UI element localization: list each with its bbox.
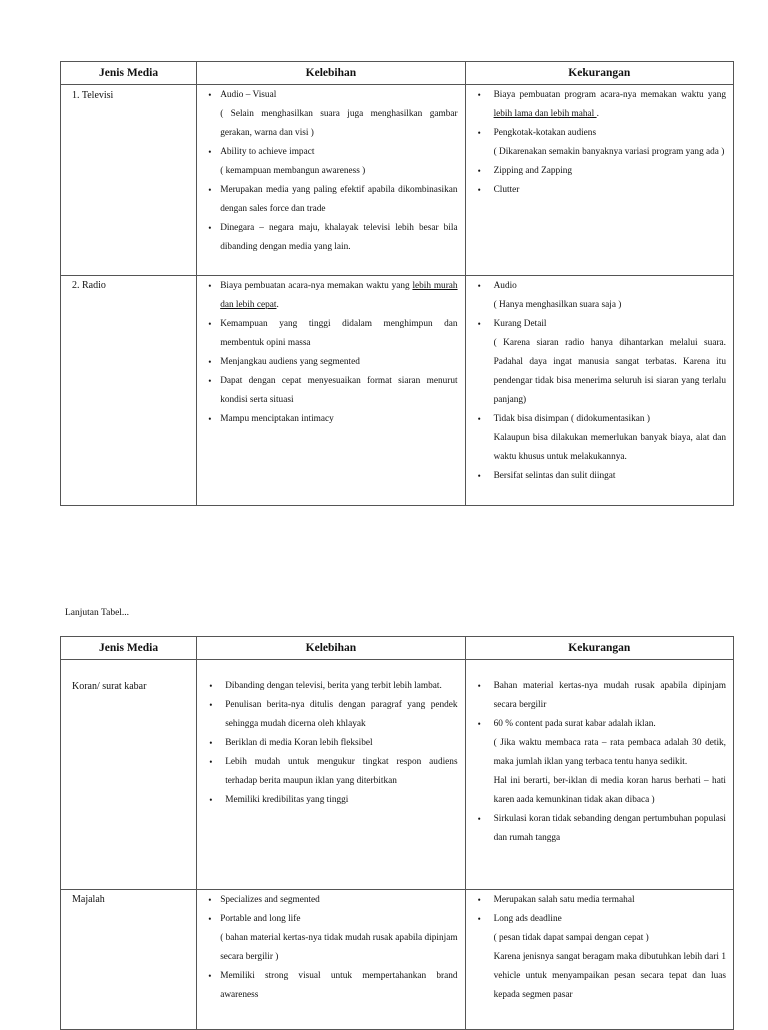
media-name: Koran/ surat kabar (72, 681, 147, 692)
list-item: • Sirkulasi koran tidak sebanding dengan pertumbuhan populasi dan rumah tangga (466, 810, 726, 848)
header-kelebihan: Kelebihan (197, 637, 465, 660)
media-cell (61, 890, 197, 1030)
list-item: • Merupakan media yang paling efektif apabila dikombinasikan dengan sales force dan trade (197, 181, 457, 219)
list-item: • Dapat dengan cepat menyesuaikan format siaran menurut kondisi serta situasi (197, 372, 457, 410)
table-row-koran (61, 660, 734, 890)
kekurangan-cell (465, 890, 733, 1030)
table-header-row (61, 637, 734, 660)
kelebihan-list (197, 277, 464, 429)
list-item: • Beriklan di media Koran lebih fleksibel (197, 734, 457, 753)
header-kelebihan: Kelebihan (197, 62, 465, 85)
kelebihan-list (197, 891, 464, 1005)
media-cell (61, 85, 197, 276)
list-item: • Mampu menciptakan intimacy (197, 410, 457, 429)
list-item: • Memiliki kredibilitas yang tinggi (197, 791, 457, 810)
list-item: • Lebih mudah untuk mengukur tingkat respon audiens terhadap berita maupun iklan yang diterbitkan (197, 753, 457, 791)
media-name: Majalah (72, 894, 105, 905)
list-item: • Dinegara – negara maju, khalayak televisi lebih besar bila dibanding dengan media yang lain. (197, 219, 457, 257)
header-kekurangan: Kekurangan (465, 637, 733, 660)
kelebihan-cell (197, 890, 465, 1030)
kelebihan-cell (197, 660, 465, 890)
media-comparison-table-continued (60, 636, 734, 1030)
media-cell (61, 276, 197, 506)
list-item: • Penulisan berita-nya ditulis dengan paragraf yang pendek sehingga mudah dicerna oleh khlayak (197, 696, 457, 734)
list-item: • Kemampuan yang tinggi didalam menghimpun dan membentuk opini massa (197, 315, 457, 353)
list-item: • Biaya pembuatan acara-nya memakan waktu yang lebih murah dan lebih cepat. (197, 277, 457, 315)
header-kekurangan: Kekurangan (465, 62, 733, 85)
header-jenis-media: Jenis Media (61, 637, 197, 660)
header-jenis-media: Jenis Media (61, 62, 197, 85)
media-cell (61, 660, 197, 890)
kekurangan-cell (465, 276, 733, 506)
list-item: • Specializes and segmented (197, 891, 457, 910)
list-item: • 60 % content pada surat kabar adalah iklan. ( Jika waktu membaca rata – rata pembaca adalah 30 detik, maka jumlah iklan yang terbaca tentu hanya sedikit. Hal ini berarti, ber-iklan di media koran harus berhati – hati karen aada kemunkinan tidak akan dibaca ) (466, 715, 726, 810)
kekurangan-list (466, 891, 733, 1005)
list-item: • Biaya pembuatan program acara-nya memakan waktu yang lebih lama dan lebih mahal . (466, 86, 726, 124)
list-item: • Clutter (466, 181, 726, 200)
list-item: • Memiliki strong visual untuk mempertahankan brand awareness (197, 967, 457, 1005)
list-item: • Zipping and Zapping (466, 162, 726, 181)
kekurangan-cell (465, 660, 733, 890)
media-name: 1. Televisi (72, 90, 114, 101)
kekurangan-cell (465, 85, 733, 276)
list-item: • Long ads deadline ( pesan tidak dapat sampai dengan cepat ) Karena jenisnya sangat beragam maka dibutuhkan lebih dari 1 vehicle untuk menyampaikan pesan secara tepat dan luas kepada segmen pasar (466, 910, 726, 1005)
list-item: • Ability to achieve impact ( kemampuan membangun awareness ) (197, 143, 457, 181)
table-row-radio (61, 276, 734, 506)
kekurangan-list (466, 677, 733, 848)
list-item: • Bahan material kertas-nya mudah rusak apabila dipinjam secara bergilir (466, 677, 726, 715)
list-item: • Merupakan salah satu media termahal (466, 891, 726, 910)
list-item: • Audio ( Hanya menghasilkan suara saja ) (466, 277, 726, 315)
table-header-row (61, 62, 734, 85)
list-item: • Portable and long life ( bahan material kertas-nya tidak mudah rusak apabila dipinjam secara bergilir ) (197, 910, 457, 967)
list-item: • Tidak bisa disimpan ( didokumentasikan ) Kalaupun bisa dilakukan memerlukan banyak biaya, alat dan waktu khusus untuk melakukannya. (466, 410, 726, 467)
kelebihan-cell (197, 276, 465, 506)
list-item: • Pengkotak-kotakan audiens ( Dikarenakan semakin banyaknya variasi program yang ada ) (466, 124, 726, 162)
media-comparison-table (60, 61, 734, 506)
list-item: • Menjangkau audiens yang segmented (197, 353, 457, 372)
list-item: • Audio – Visual ( Selain menghasilkan suara juga menghasilkan gambar gerakan, warna dan visi ) (197, 86, 457, 143)
list-item: • Dibanding dengan televisi, berita yang terbit lebih lambat. (197, 677, 457, 696)
media-name: 2. Radio (72, 280, 106, 291)
kelebihan-cell (197, 85, 465, 276)
list-item: • Kurang Detail ( Karena siaran radio hanya dihantarkan melalui suara. Padahal daya ingat manusia sangat terbatas. Karena itu pendengar tidak bisa menerima seluruh isi siaran yang terlalu panjang) (466, 315, 726, 410)
kekurangan-list (466, 86, 733, 200)
table-row-televisi (61, 85, 734, 276)
list-item: • Bersifat selintas dan sulit diingat (466, 467, 726, 486)
kelebihan-list (197, 86, 464, 257)
kelebihan-list (197, 677, 464, 810)
table-row-majalah (61, 890, 734, 1030)
table-continuation-label: Lanjutan Tabel... (65, 608, 130, 618)
kekurangan-list (466, 277, 733, 486)
